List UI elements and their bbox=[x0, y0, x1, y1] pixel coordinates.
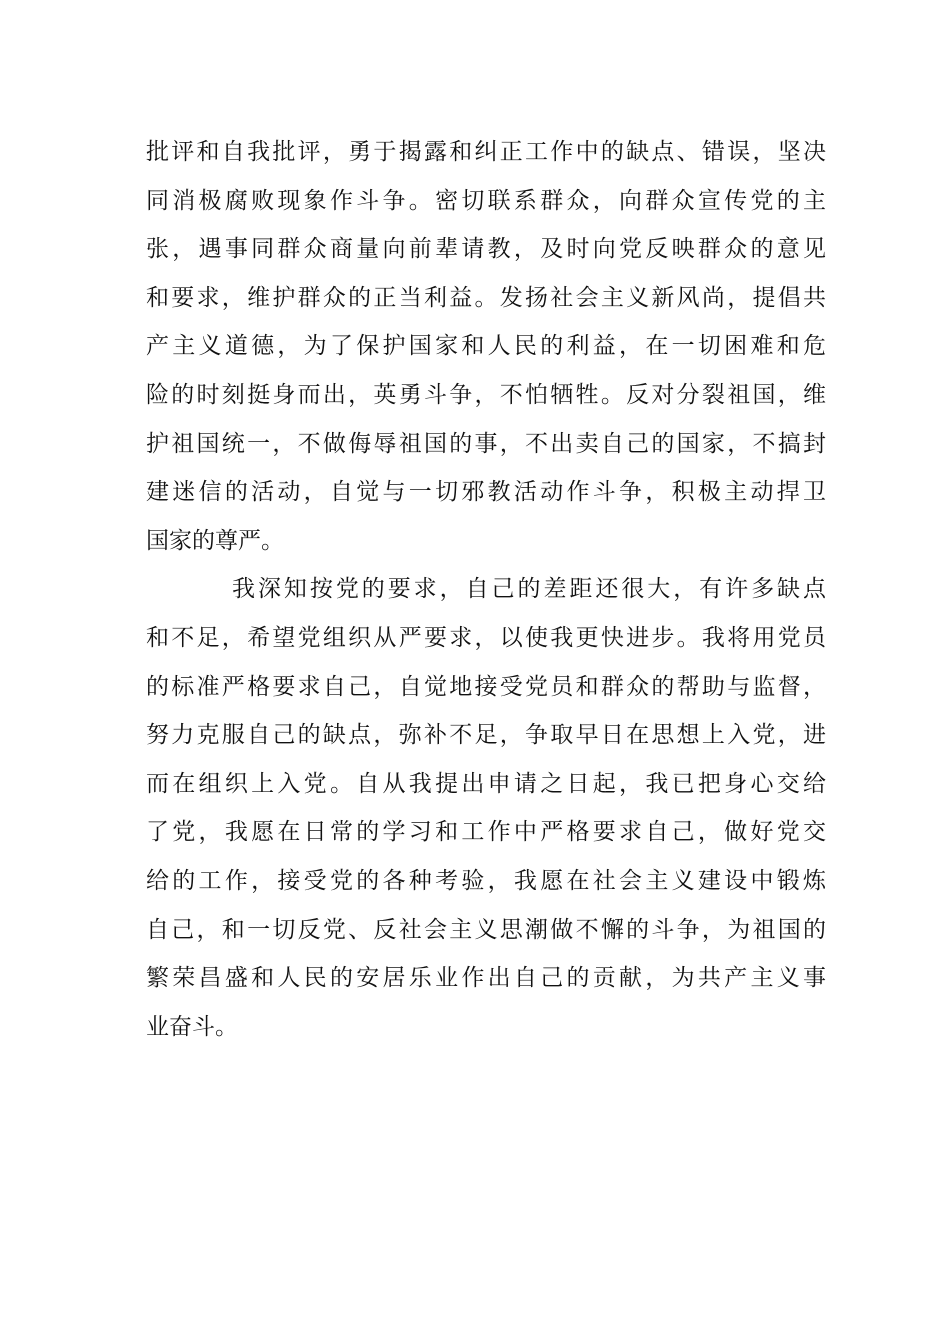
text-line: 我深知按党的要求，自己的差距还很大，有许多缺点 bbox=[232, 576, 826, 603]
text-line: 努力克服自己的缺点，弥补不足，争取早日在思想上入党，进 bbox=[146, 722, 826, 749]
text-line: 护祖国统一，不做侮辱祖国的事，不出卖自己的国家，不搞封 bbox=[146, 430, 826, 457]
text-line: 国家的尊严。 bbox=[146, 527, 284, 554]
document-body bbox=[146, 128, 826, 1051]
text-line: 同消极腐败现象作斗争。密切联系群众，向群众宣传党的主 bbox=[146, 187, 826, 214]
text-line: 险的时刻挺身而出，英勇斗争，不怕牺牲。反对分裂祖国，维 bbox=[146, 381, 826, 408]
text-line: 了党，我愿在日常的学习和工作中严格要求自己，做好党交 bbox=[146, 819, 826, 846]
text-line: 的标准严格要求自己，自觉地接受党员和群众的帮助与监督， bbox=[146, 673, 826, 700]
text-line: 给的工作，接受党的各种考验，我愿在社会主义建设中锻炼 bbox=[146, 867, 826, 894]
text-line: 建迷信的活动，自觉与一切邪教活动作斗争，积极主动捍卫 bbox=[146, 479, 826, 506]
text-line: 张，遇事同群众商量向前辈请教，及时向党反映群众的意见 bbox=[146, 236, 826, 263]
text-line: 自己，和一切反党、反社会主义思潮做不懈的斗争，为祖国的 bbox=[146, 916, 826, 943]
paragraph-1 bbox=[146, 128, 826, 565]
text-line: 而在组织上入党。自从我提出申请之日起，我已把身心交给 bbox=[146, 770, 826, 797]
text-line: 繁荣昌盛和人民的安居乐业作出自己的贡献，为共产主义事 bbox=[146, 965, 826, 992]
text-line: 产主义道德，为了保护国家和人民的利益，在一切困难和危 bbox=[146, 333, 826, 360]
text-line: 批评和自我批评，勇于揭露和纠正工作中的缺点、错误，坚决 bbox=[146, 139, 826, 165]
text-line: 业奋斗。 bbox=[146, 1013, 238, 1040]
paragraph-2 bbox=[146, 565, 826, 1051]
text-line: 和要求，维护群众的正当利益。发扬社会主义新风尚，提倡共 bbox=[146, 284, 826, 311]
text-line: 和不足，希望党组织从严要求，以使我更快进步。我将用党员 bbox=[146, 624, 826, 651]
